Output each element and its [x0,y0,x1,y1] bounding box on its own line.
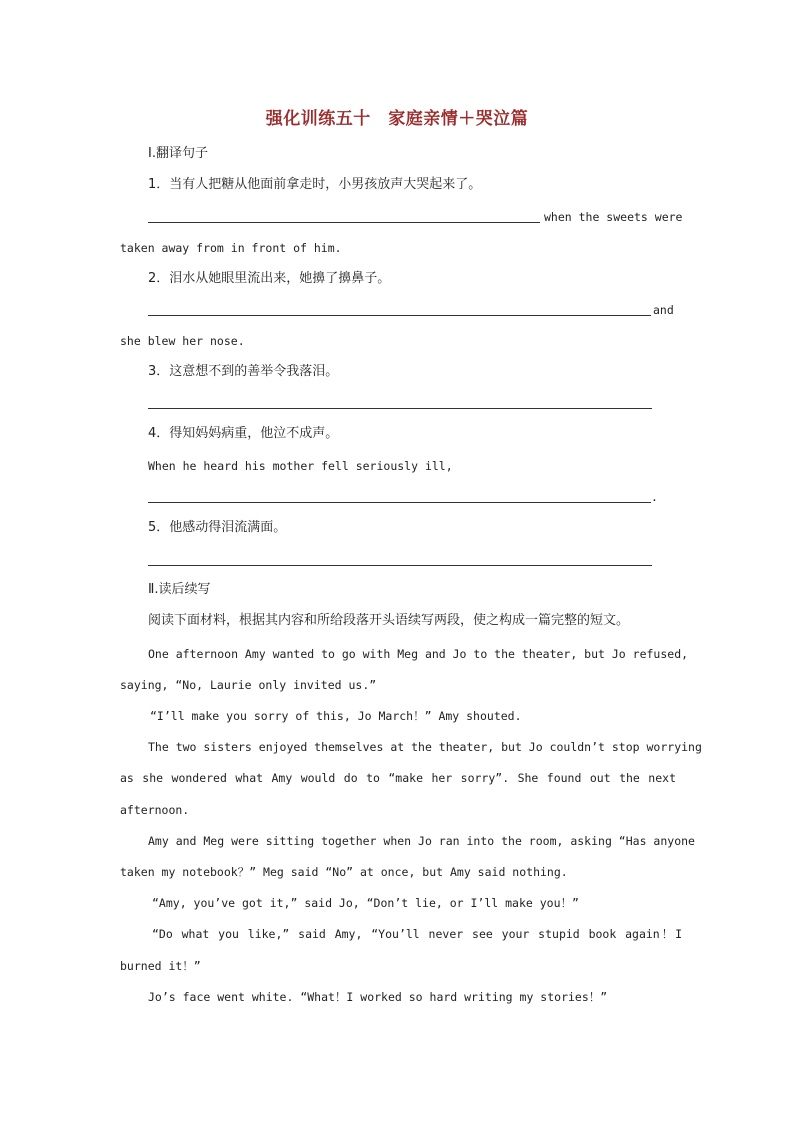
section-2-heading: Ⅱ.读后续写 [148,582,211,597]
question-3-prompt: 3．这意想不到的善举令我落泪。 [148,364,339,379]
passage-line: afternoon. [120,803,190,817]
question-4-lead: When he heard his mother fell seriously ill, [148,459,453,473]
question-1-prompt: 1．当有人把糖从他面前拿走时，小男孩放声大哭起来了。 [148,177,482,192]
passage-line: Jo’s face went white. “What！I worked so hard writing my stories！” [148,990,608,1004]
question-2-prompt: 2．泪水从她眼里流出来，她擤了擤鼻子。 [148,271,391,286]
passage-line: “Amy, you’ve got it,” said Jo, “Don’t lie, or I’ll make you！” [152,896,579,910]
passage-line: burned it！” [120,959,201,973]
page-title: 强化训练五十 家庭亲情＋哭泣篇 [265,109,529,129]
passage-line: saying, “No, Laurie only invited us.” [120,678,377,692]
passage-line: One afternoon Amy wanted to go with Meg and Jo to the theater, but Jo refused, [148,647,689,661]
question-2-tail-2: she blew her nose. [120,334,245,348]
answer-blank-5[interactable] [148,565,652,566]
question-1-tail-2: taken away from in front of him. [120,241,342,255]
passage-line: “I’ll make you sorry of this, Jo March！” Amy shouted. [150,709,522,723]
answer-blank-1[interactable] [148,222,540,223]
passage-line: taken my notebook？” Meg said “No” at once, but Amy said nothing. [120,865,568,879]
section-1-heading: Ⅰ.翻译句子 [148,146,208,161]
section-2-instruction: 阅读下面材料，根据其内容和所给段落开头语续写两段，使之构成一篇完整的短文。 [148,613,630,628]
question-5-prompt: 5．他感动得泪流满面。 [148,520,287,535]
passage-line: Amy and Meg were sitting together when Jo ran into the room, asking “Has anyone [148,834,695,848]
answer-blank-4[interactable] [148,502,651,503]
answer-blank-2[interactable] [148,315,651,316]
question-2-tail-1: and [653,303,674,317]
question-1-tail-1: when the sweets were [544,210,683,224]
passage-line: The two sisters enjoyed themselves at the theater, but Jo couldn’t stop worrying [148,740,702,754]
passage-line: as she wondered what Amy would do to “make her sorry”. She found out the next [120,771,676,785]
question-4-end: . [651,490,658,504]
passage-line: “Do what you like,” said Amy, “You’ll never see your stupid book again！I [152,927,682,941]
question-4-prompt: 4．得知妈妈病重，他泣不成声。 [148,426,339,441]
answer-blank-3[interactable] [148,408,652,409]
